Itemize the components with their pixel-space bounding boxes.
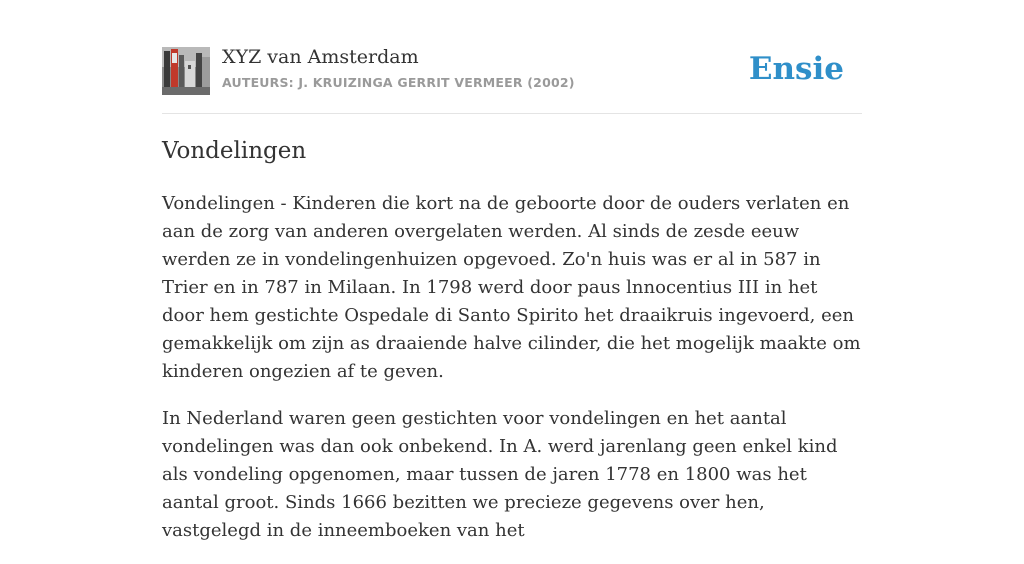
ensie-logo[interactable]: Ensie — [748, 51, 844, 87]
entry-paragraph: Vondelingen - Kinderen die kort na de geboorte door de ouders verlaten en aan de zorg van anderen overgelaten werden. Al sinds de zesde eeuw werden ze in vondelingenhuizen opgevoed. Zo'n huis was er al in 587 in Trier en in 787 in Milaan. In 1798 werd door paus lnnocentius III in het door hem gestichte Ospedale di Santo Spirito het draaikruis ingevoerd, een gemakkelijk om zijn as draaiende halve cilinder, die het mogelijk maakte om kinderen ongezien af te geven. — [162, 193, 861, 382]
header-divider — [162, 113, 862, 114]
entry-body — [162, 190, 862, 564]
entry-paragraph: In Nederland waren geen gestichten voor vondelingen en het aantal vondelingen was dan ook onbekend. In A. werd jarenlang geen enkel kind als vondeling opgenomen, maar tussen de jaren 1778 en 1800 was het aantal groot. Sinds 1666 bezitten we precieze gegevens over hen, vastgelegd in de inneemboeken van het — [162, 408, 838, 541]
book-header — [162, 46, 862, 96]
authors-line: AUTEURS: J. KRUIZINGA GERRIT VERMEER (2002) — [222, 75, 575, 90]
book-title[interactable]: XYZ van Amsterdam — [222, 46, 419, 68]
entry-title: Vondelingen — [162, 138, 307, 164]
book-cover-photo-icon — [162, 47, 210, 95]
book-cover-avatar[interactable] — [162, 47, 210, 95]
